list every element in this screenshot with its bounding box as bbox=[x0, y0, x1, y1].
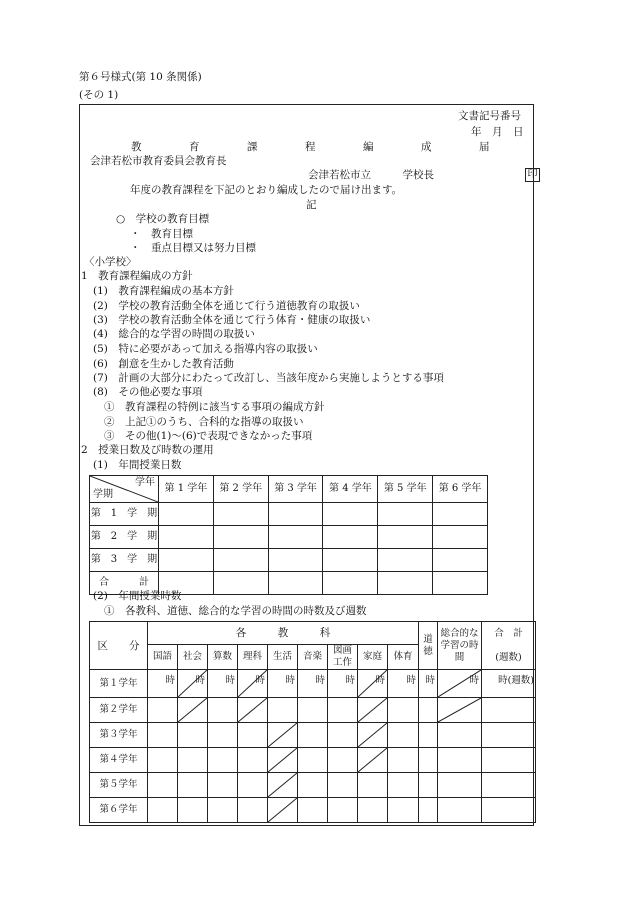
ki-label: 記 bbox=[306, 199, 317, 211]
table-cell bbox=[433, 572, 488, 595]
table-cell bbox=[328, 798, 358, 823]
table-cell bbox=[268, 549, 323, 572]
table-cell bbox=[323, 503, 378, 526]
not-applicable-cell bbox=[358, 670, 388, 698]
table-cell bbox=[388, 698, 419, 723]
table-cell bbox=[148, 798, 178, 823]
document-number-label: 文書記号番号 bbox=[458, 110, 521, 122]
subject-header: 音楽 bbox=[298, 645, 328, 670]
table-cell bbox=[178, 773, 208, 798]
table-cell bbox=[268, 698, 298, 723]
table-cell bbox=[482, 670, 536, 698]
table-cell bbox=[298, 748, 328, 773]
not-applicable-cell bbox=[238, 698, 268, 723]
table-cell bbox=[482, 748, 536, 773]
grade-label: 第６学年 bbox=[90, 798, 148, 823]
table-cell bbox=[178, 798, 208, 823]
unit-label: 時 bbox=[345, 675, 355, 686]
table-cell bbox=[323, 526, 378, 549]
table-row bbox=[90, 748, 536, 773]
annual-days-table bbox=[89, 475, 488, 595]
table-header-row bbox=[90, 476, 488, 503]
table-cell bbox=[208, 773, 238, 798]
table-cell bbox=[419, 773, 438, 798]
sender: 会津若松市立 学校長 bbox=[308, 169, 434, 181]
table-cell bbox=[148, 670, 178, 698]
section-1-subitem: ① 教育課程の特例に該当する事項の編成方針 bbox=[104, 401, 325, 413]
not-applicable-cell bbox=[438, 698, 482, 723]
diagonal-line bbox=[178, 698, 207, 722]
table-cell bbox=[438, 748, 482, 773]
table-cell bbox=[148, 723, 178, 748]
grade-label: 第３学年 bbox=[90, 723, 148, 748]
table-cell bbox=[148, 698, 178, 723]
goals-heading: ○ 学校の教育目標 bbox=[116, 213, 210, 225]
not-applicable-cell bbox=[178, 698, 208, 723]
hours-subheading: (2) 年間授業時数 bbox=[93, 590, 182, 602]
subjects-group-header: 各 教 科 bbox=[148, 622, 419, 645]
grade-header: 第 5 学年 bbox=[378, 476, 433, 503]
table-cell bbox=[328, 723, 358, 748]
unit-label: 時 bbox=[255, 675, 265, 686]
table-row bbox=[90, 549, 488, 572]
section-1-item: (2) 学校の教育活動全体を通じて行う道徳教育の取扱い bbox=[93, 300, 360, 312]
section-1-item: (5) 特に必要があって加える指導内容の取扱い bbox=[93, 343, 318, 355]
diagonal-line bbox=[268, 798, 297, 822]
table-cell bbox=[323, 572, 378, 595]
school-type: 〈小学校〉 bbox=[84, 256, 137, 268]
diagonal-line bbox=[238, 698, 267, 722]
table-cell bbox=[298, 723, 328, 748]
title-char: 編 bbox=[363, 141, 374, 153]
table-cell bbox=[159, 503, 214, 526]
section-1-subitem: ② 上記①のうち、合科的な指導の取扱い bbox=[104, 416, 304, 428]
diagonal-line bbox=[268, 748, 297, 772]
grade-label: 第２学年 bbox=[90, 698, 148, 723]
form-number: 第６号様式(第 10 条関係) bbox=[79, 71, 202, 83]
table-cell bbox=[238, 773, 268, 798]
hours-table-body bbox=[90, 670, 536, 823]
kubun-header: 区 分 bbox=[90, 622, 148, 670]
table-cell bbox=[378, 572, 433, 595]
subject-header: 生活 bbox=[268, 645, 298, 670]
table-row bbox=[90, 773, 536, 798]
table-cell bbox=[268, 503, 323, 526]
table-cell bbox=[268, 572, 323, 595]
table-row bbox=[90, 698, 536, 723]
section-1-heading: 1 教育課程編成の方針 bbox=[81, 270, 193, 282]
table-cell bbox=[213, 503, 268, 526]
section-1-item: (1) 教育課程編成の基本方針 bbox=[93, 285, 234, 297]
term-label: 第 1 学 期 bbox=[90, 503, 159, 526]
total-header-label: 合 計 bbox=[494, 627, 523, 639]
table-cell bbox=[238, 723, 268, 748]
table-cell bbox=[213, 572, 268, 595]
not-applicable-cell bbox=[268, 798, 298, 823]
table-cell bbox=[323, 549, 378, 572]
unit-label: 時 bbox=[469, 675, 480, 686]
addressee: 会津若松市教育委員会教育長 bbox=[90, 155, 227, 167]
table-cell bbox=[178, 748, 208, 773]
table-cell bbox=[388, 798, 419, 823]
not-applicable-cell bbox=[358, 723, 388, 748]
grade-label: 第４学年 bbox=[90, 748, 148, 773]
unit-label: 時 bbox=[406, 675, 417, 686]
grade-header: 第 6 学年 bbox=[433, 476, 488, 503]
table-cell bbox=[298, 670, 328, 698]
table-cell bbox=[433, 526, 488, 549]
table-row bbox=[90, 723, 536, 748]
table-cell bbox=[298, 773, 328, 798]
not-applicable-cell bbox=[268, 748, 298, 773]
table-cell bbox=[328, 773, 358, 798]
table-cell bbox=[328, 698, 358, 723]
table-cell bbox=[159, 526, 214, 549]
table-cell bbox=[213, 549, 268, 572]
table-cell bbox=[388, 670, 419, 698]
table-cell bbox=[388, 723, 419, 748]
subject-header: 図画工作 bbox=[328, 645, 358, 670]
table-row bbox=[90, 526, 488, 549]
table-cell bbox=[208, 723, 238, 748]
table-cell bbox=[482, 773, 536, 798]
corner-cell bbox=[90, 476, 159, 503]
table-row bbox=[90, 798, 536, 823]
subject-header: 理科 bbox=[238, 645, 268, 670]
grade-header: 第 2 学年 bbox=[213, 476, 268, 503]
section-1-item: (3) 学校の教育活動全体を通じて行う体育・健康の取扱い bbox=[93, 314, 371, 326]
table-cell bbox=[358, 773, 388, 798]
subject-header: 算数 bbox=[208, 645, 238, 670]
not-applicable-cell bbox=[238, 670, 268, 698]
table-cell bbox=[208, 798, 238, 823]
subject-header: 家庭 bbox=[358, 645, 388, 670]
section-1-item: (8) その他必要な事項 bbox=[93, 386, 203, 398]
grade-header: 第 1 学年 bbox=[159, 476, 214, 503]
corner-label-grade: 学年 bbox=[135, 477, 155, 488]
section-2-heading: 2 授業日数及び時数の運用 bbox=[81, 444, 214, 456]
table-cell bbox=[238, 798, 268, 823]
section-1-item: (6) 創意を生かした教育活動 bbox=[93, 358, 234, 370]
diagonal-line bbox=[358, 748, 387, 772]
diagonal-line bbox=[358, 723, 387, 747]
table-cell bbox=[433, 503, 488, 526]
subject-header: 社会 bbox=[178, 645, 208, 670]
annual-hours-table bbox=[89, 621, 536, 823]
table-cell bbox=[388, 773, 419, 798]
not-applicable-cell bbox=[438, 670, 482, 698]
title-char: 成 bbox=[421, 141, 432, 153]
section-1-item: (4) 総合的な学習の時間の取扱い bbox=[93, 328, 255, 340]
table-cell bbox=[178, 723, 208, 748]
not-applicable-cell bbox=[268, 773, 298, 798]
table-cell bbox=[268, 526, 323, 549]
table-cell bbox=[482, 698, 536, 723]
table-cell bbox=[328, 748, 358, 773]
table-cell bbox=[268, 670, 298, 698]
section-1-subitem: ③ その他(1)～(6)で表現できなかった事項 bbox=[104, 430, 313, 442]
table-row bbox=[90, 670, 536, 698]
form-part: (その 1) bbox=[79, 89, 119, 101]
unit-label: 時 bbox=[195, 675, 205, 686]
diagonal-line bbox=[268, 773, 297, 797]
unit-label: 時 bbox=[425, 675, 436, 686]
goal-item: ・ 教育目標 bbox=[130, 228, 193, 240]
grade-label: 第１学年 bbox=[90, 670, 148, 698]
table-cell bbox=[482, 798, 536, 823]
total-label: 合 計 bbox=[90, 572, 159, 595]
goal-item: ・ 重点目標又は努力目標 bbox=[130, 242, 256, 254]
not-applicable-cell bbox=[178, 670, 208, 698]
section-1-item: (7) 計画の大部分にわたって改訂し、当該年度から実施しようとする事項 bbox=[93, 372, 444, 384]
title-char: 程 bbox=[305, 141, 316, 153]
table-cell bbox=[378, 503, 433, 526]
title-char: 教 bbox=[131, 141, 142, 153]
table-cell bbox=[419, 670, 438, 698]
table-cell bbox=[419, 748, 438, 773]
corner-label-term: 学期 bbox=[93, 489, 113, 500]
table-cell bbox=[208, 748, 238, 773]
title-char: 育 bbox=[189, 141, 200, 153]
table-cell bbox=[438, 798, 482, 823]
not-applicable-cell bbox=[358, 748, 388, 773]
not-applicable-cell bbox=[268, 723, 298, 748]
table-cell bbox=[159, 549, 214, 572]
table-header-row bbox=[90, 622, 536, 645]
integrated-study-header: 総合的な学習の時間 bbox=[438, 622, 482, 670]
table-cell bbox=[419, 723, 438, 748]
table-cell bbox=[438, 773, 482, 798]
table-cell bbox=[388, 748, 419, 773]
term-label: 第 3 学 期 bbox=[90, 549, 159, 572]
table-cell bbox=[419, 698, 438, 723]
total-header bbox=[482, 622, 536, 670]
table-cell bbox=[433, 549, 488, 572]
table-cell bbox=[378, 549, 433, 572]
diagonal-line bbox=[268, 723, 297, 747]
table-cell bbox=[438, 723, 482, 748]
hours-subitem: ① 各教科、道徳、総合的な学習の時間の時数及び週数 bbox=[104, 605, 367, 617]
unit-label: 時 bbox=[225, 675, 235, 686]
date-label: 年 月 日 bbox=[471, 126, 524, 138]
unit-label: 時 bbox=[165, 675, 175, 686]
unit-label: 時 bbox=[285, 675, 295, 686]
table-cell bbox=[148, 748, 178, 773]
table-cell bbox=[213, 526, 268, 549]
table-cell bbox=[148, 773, 178, 798]
table-cell bbox=[482, 723, 536, 748]
subject-header: 国語 bbox=[148, 645, 178, 670]
not-applicable-cell bbox=[358, 698, 388, 723]
intro-text: 年度の教育課程を下記のとおり編成したので届け出ます。 bbox=[130, 184, 403, 196]
table-cell bbox=[208, 670, 238, 698]
table-cell bbox=[298, 798, 328, 823]
days-subheading: (1) 年間授業日数 bbox=[93, 459, 182, 471]
weeks-label: (週数) bbox=[495, 651, 522, 663]
diagonal-line bbox=[358, 698, 387, 722]
table-cell bbox=[298, 698, 328, 723]
term-label: 第 2 学 期 bbox=[90, 526, 159, 549]
moral-header: 道徳 bbox=[419, 622, 438, 670]
table-cell bbox=[419, 798, 438, 823]
unit-label: 時 bbox=[375, 675, 385, 686]
table-cell bbox=[328, 670, 358, 698]
table-cell bbox=[208, 698, 238, 723]
table-cell bbox=[238, 748, 268, 773]
title-char: 届 bbox=[479, 141, 490, 153]
table-row bbox=[90, 503, 488, 526]
grade-header: 第 3 学年 bbox=[268, 476, 323, 503]
grade-label: 第５学年 bbox=[90, 773, 148, 798]
table-cell bbox=[378, 526, 433, 549]
subject-header: 体育 bbox=[388, 645, 419, 670]
diagonal-line bbox=[438, 698, 481, 722]
title-char: 課 bbox=[247, 141, 258, 153]
grade-header: 第 4 学年 bbox=[323, 476, 378, 503]
seal-mark: 印 bbox=[525, 168, 540, 182]
unit-label: 時(週数) bbox=[498, 675, 535, 686]
table-cell bbox=[358, 798, 388, 823]
unit-label: 時 bbox=[315, 675, 325, 686]
